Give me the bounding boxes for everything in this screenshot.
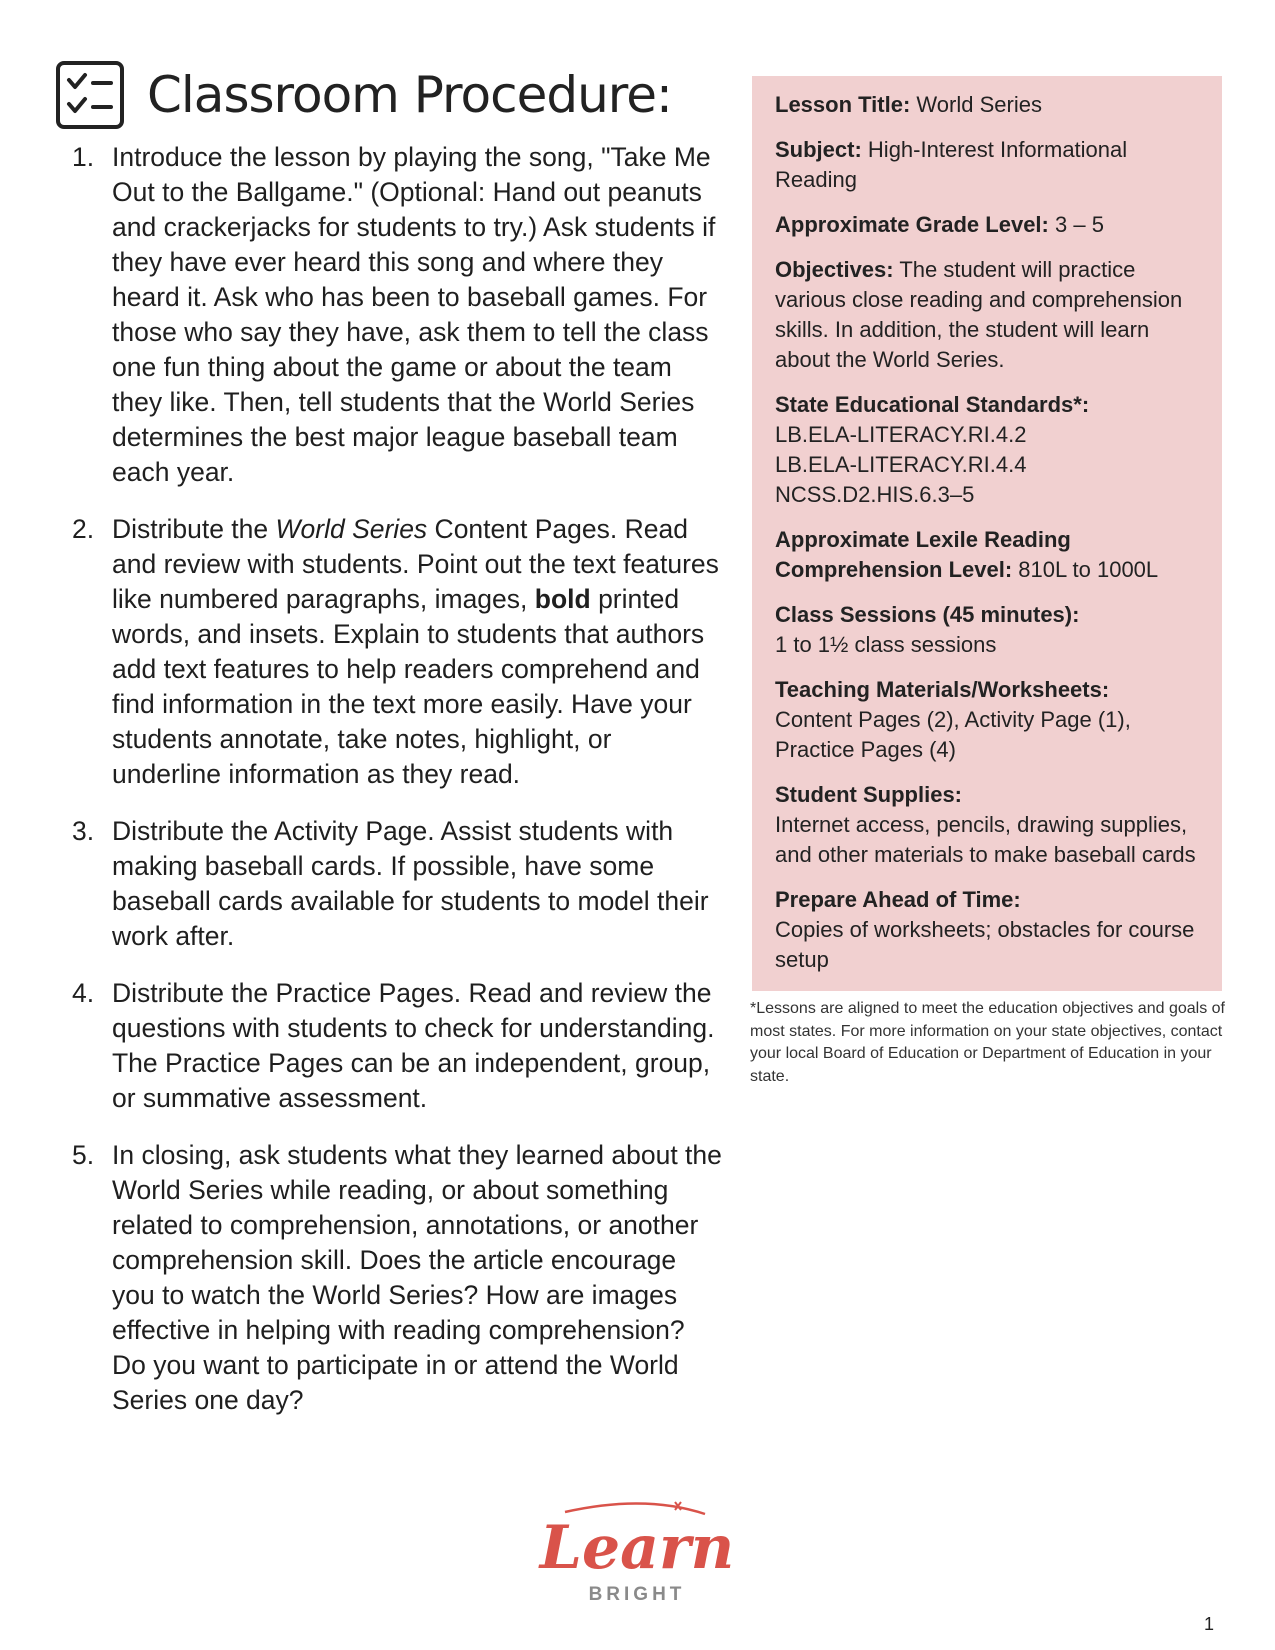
supplies-field: Student Supplies: Internet access, pencils, drawing supplies, and other materials to make baseball cards xyxy=(775,782,1196,867)
step-text: In closing, ask students what they learned about the World Series while reading, or about something related to comprehension, annotations, or another comprehension skill. Does the article encourage you to watch the World Series? How are images effective in helping with reading comprehension? Do you want to participate in or attend the World Series one day? xyxy=(112,1140,722,1415)
step-number: 1. xyxy=(72,142,95,172)
page-title: Classroom Procedure: xyxy=(147,66,672,124)
subject-field: Subject: High-Interest Informational Reading xyxy=(775,137,1128,192)
procedure-step xyxy=(72,512,722,792)
step-text: Distribute the World Series Content Pages. Read and review with students. Point out the text features like numbered paragraphs, images, bold printed words, and insets. Explain to students that authors add text features to help readers comprehend and find information in the text more easily. Have your students annotate, take notes, highlight, or underline information as they read. xyxy=(112,514,719,789)
page-number: 1 xyxy=(1204,1614,1215,1634)
learn-bright-logo xyxy=(535,1498,740,1608)
standards-footnote: *Lessons are aligned to meet the education objectives and goals of most states. For more information on your state objectives, contact your local Board of Education or Department of Education in your state. xyxy=(750,1000,1225,1085)
sessions-field: Class Sessions (45 minutes): 1 to 1½ class sessions xyxy=(775,602,1080,657)
procedure-step xyxy=(72,976,722,1116)
page-header xyxy=(55,55,672,135)
step-text: Distribute the Activity Page. Assist students with making baseball cards. If possible, have some baseball cards available for students to model their work after. xyxy=(112,816,709,951)
step-number: 2. xyxy=(72,514,95,544)
objectives-field: Objectives: The student will practice various close reading and comprehension skills. In addition, the student will learn about the World Series. xyxy=(775,257,1183,372)
lexile-field: Approximate Lexile Reading Comprehension Level: 810L to 1000L xyxy=(775,527,1159,582)
step-number: 5. xyxy=(72,1140,95,1170)
italic-title: World Series xyxy=(275,514,428,544)
materials-field: Teaching Materials/Worksheets: Content Pages (2), Activity Page (1), Practice Pages (4) xyxy=(775,677,1131,762)
step-text: Introduce the lesson by playing the song, "Take Me Out to the Ballgame." (Optional: Hand out peanuts and crackerjacks for students to try.) Ask students if they have ever heard this song and where they heard it. Ask who has been to baseball games. For those who say they have, ask them to tell the class one fun thing about the game or about the team they like. Then, tell students that the World Series determines the best major league baseball team each year. xyxy=(112,142,716,487)
svg-text:Learn: Learn xyxy=(539,1513,735,1583)
step-text: Distribute the Practice Pages. Read and review the questions with students to check for understanding. The Practice Pages can be an independent, group, or summative assessment. xyxy=(112,978,715,1113)
procedure-step xyxy=(72,814,722,954)
procedure-step xyxy=(72,1138,722,1418)
procedure-list xyxy=(72,140,722,1440)
step-number: 3. xyxy=(72,816,95,846)
bold-word: bold xyxy=(534,584,591,614)
lesson-title-field: Lesson Title: World Series xyxy=(775,92,1042,117)
standard-item: LB.ELA-LITERACY.RI.4.2 xyxy=(775,422,1027,447)
prepare-field: Prepare Ahead of Time: Copies of worksheets; obstacles for course setup xyxy=(775,887,1195,972)
step-number: 4. xyxy=(72,978,95,1008)
grade-level-field: Approximate Grade Level: 3 – 5 xyxy=(775,212,1104,237)
standard-item: NCSS.D2.HIS.6.3–5 xyxy=(775,482,975,507)
standard-item: LB.ELA-LITERACY.RI.4.4 xyxy=(775,452,1027,477)
standards-field: State Educational Standards*: LB.ELA-LITERACY.RI.4.2 LB.ELA-LITERACY.RI.4.4 NCSS.D2.HIS.6.3–5 xyxy=(775,390,1200,510)
checklist-icon xyxy=(55,60,125,130)
lesson-info-panel xyxy=(752,76,1222,991)
procedure-step xyxy=(72,140,722,490)
svg-text:BRIGHT: BRIGHT xyxy=(588,1584,686,1605)
